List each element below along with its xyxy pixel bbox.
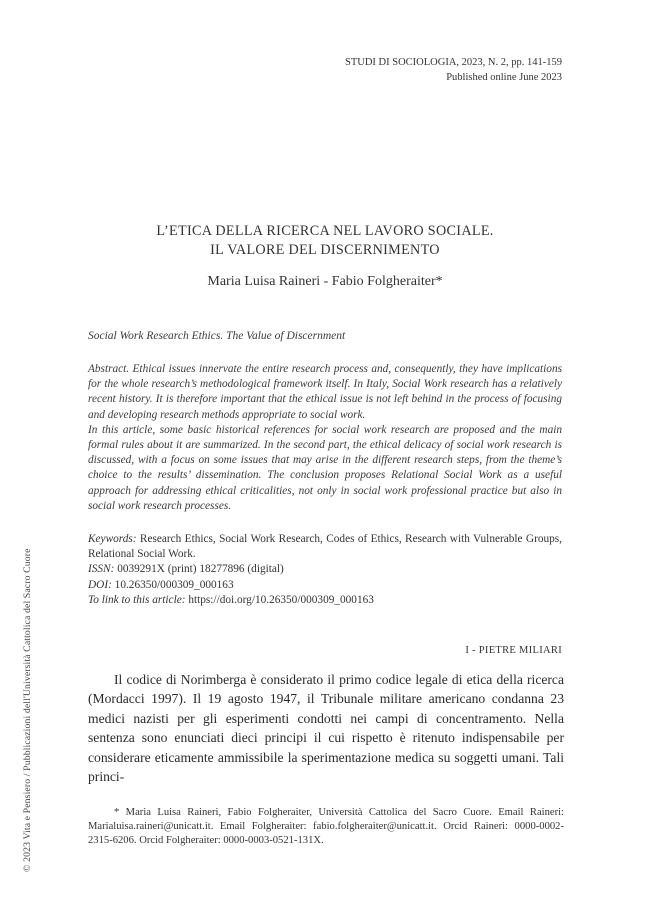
issn-label: ISSN: bbox=[88, 563, 115, 576]
article-authors: Maria Luisa Raineri - Fabio Folgheraiter* bbox=[207, 274, 443, 289]
article-title-line-1: L’ETICA DELLA RICERCA NEL LAVORO SOCIALE. bbox=[156, 223, 494, 239]
abstract-paragraph-1: Abstract. Ethical issues innervate the entire research process and, consequently, they have implications for the whole research’s methodological framework itself. In Italy, Social Work research has a relatively recent history. It is therefore important that the ethical issue is not left behind in the process of focusing and developing research methods appropriate to social work. bbox=[88, 363, 562, 421]
doi-label: DOI: bbox=[88, 578, 112, 591]
article-title-line-2: IL VALORE DEL DISCERNIMENTO bbox=[210, 242, 440, 258]
doi-value: 10.26350/000309_000163 bbox=[114, 578, 234, 591]
article-link-line bbox=[88, 593, 562, 608]
issn-value: 0039291X (print) 18277896 (digital) bbox=[117, 563, 284, 576]
keywords-value: Research Ethics, Social Work Research, Codes of Ethics, Research with Vulnerable Groups, Relational Social Work. bbox=[88, 533, 563, 561]
keywords-label: Keywords: bbox=[88, 533, 137, 545]
journal-header bbox=[345, 55, 562, 85]
publication-date: Published online June 2023 bbox=[446, 72, 562, 83]
abstract-paragraph-2: In this article, some basic historical references for social work research are proposed and the main formal rules about it are summarized. In the second part, the ethical delicacy of social work research is discussed, with a focus on some issues that may arise in the different research steps, from the theme’s choice to the results’ dissemination. The conclusion proposes Relational Social Work as a useful approach for addressing ethical criticalities, not only in social work professional practice but also in social work research processes. bbox=[88, 423, 562, 512]
abstract bbox=[88, 362, 562, 514]
keywords-line bbox=[88, 532, 562, 562]
author-footnote: * Maria Luisa Raineri, Fabio Folgheraiter, Università Cattolica del Sacro Cuore. Email Raineri: Marialuisa.raineri@unicatt.it. Email Folgheraiter: fabio.folgheraiter@unicatt.it. Orcid Raineri: 0000-0002-2315-6206. Orcid Folgheraiter: 0000-0003-0521-131X. bbox=[88, 807, 564, 846]
article-link-label: To link to this article: bbox=[88, 593, 186, 606]
section-heading: I - PIETRE MILIARI bbox=[465, 645, 562, 656]
body-text bbox=[88, 670, 564, 786]
body-paragraph: Il codice di Norimberga è considerato il primo codice legale di etica della ricerca (Mordacci 1997). Il 19 agosto 1947, il Tribunale militare americano condanna 23 medici nazisti per gli esperimenti condotti nei campi di concentramento. Nella sentenza sono enunciati dieci principi il cui rispetto è ritenuto indispensabile per considerare eticamente ammissibile la sperimentazione medica su soggetti umani. Tali princi- bbox=[88, 672, 564, 785]
doi-line bbox=[88, 578, 562, 593]
issn-line bbox=[88, 562, 562, 577]
copyright-notice: © 2023 Vita e Pensiero / Pubblicazioni dell'Università Cattolica del Sacro Cuore bbox=[22, 548, 33, 872]
article-link[interactable]: https://doi.org/10.26350/000309_000163 bbox=[188, 593, 374, 606]
article-metadata bbox=[88, 532, 562, 608]
journal-citation: STUDI DI SOCIOLOGIA, 2023, N. 2, pp. 141-159 bbox=[345, 57, 562, 68]
article-title-block bbox=[88, 222, 562, 290]
english-title: Social Work Research Ethics. The Value of Discernment bbox=[88, 330, 346, 342]
